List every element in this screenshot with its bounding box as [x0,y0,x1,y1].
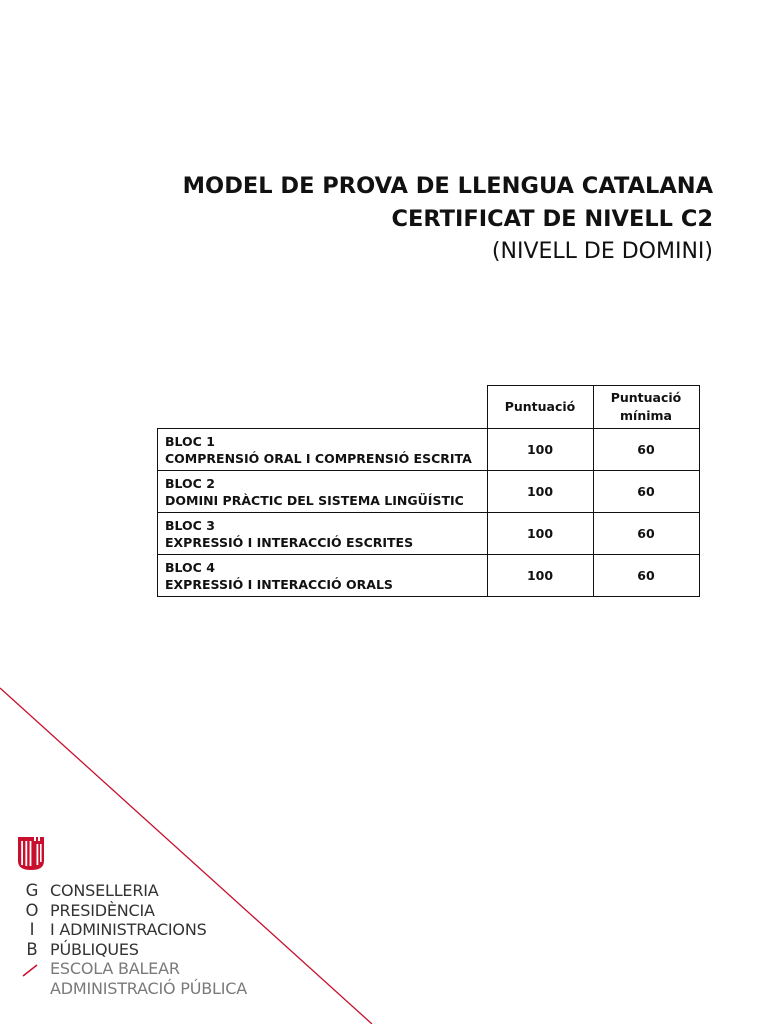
document-title: MODEL DE PROVA DE LLENGUA CATALANA [182,173,713,199]
bloc-name: DOMINI PRÀCTIC DEL SISTEMA LINGÜÍSTIC [165,492,464,508]
header-score [487,386,593,429]
header-min-label-line2: mínima [620,408,672,423]
goib-letter: I [29,920,35,939]
bloc-name: COMPRENSIÓ ORAL I COMPRENSIÓ ESCRITA [165,450,472,466]
bloc-label [158,429,488,471]
school-line: ESCOLA BALEAR [50,959,180,978]
bloc-number: BLOC 1 [165,433,215,449]
score-cell: 100 [487,555,593,597]
bloc-name: EXPRESSIÓ I INTERACCIÓ ORALS [165,576,393,592]
org-line: PRESIDÈNCIA [50,900,155,920]
bloc-label [158,471,488,513]
bloc-label [158,513,488,555]
score-cell: 100 [487,513,593,555]
organization-name [50,881,247,998]
goib-letter: B [26,939,38,959]
table-row [158,471,700,513]
org-line: I ADMINISTRACIONS [50,920,207,939]
bloc-number: BLOC 3 [165,517,215,533]
bloc-name: EXPRESSIÓ I INTERACCIÓ ESCRITES [165,534,414,550]
school-line: ADMINISTRACIÓ PÚBLICA [50,978,247,998]
coat-of-arms-icon [18,835,44,871]
table-header-row [158,386,700,429]
slash-mark-icon [22,963,38,977]
title-block [93,170,713,268]
header-score-label: Puntuació [504,399,576,414]
bloc-number: BLOC 4 [165,559,215,575]
table-row [158,429,700,471]
min-score-cell: 60 [593,555,699,597]
min-score-cell: 60 [593,429,699,471]
min-score-cell: 60 [593,513,699,555]
score-table [157,385,700,597]
table-row [158,555,700,597]
org-line: PÚBLIQUES [50,939,139,959]
score-cell: 100 [487,429,593,471]
certificate-title: CERTIFICAT DE NIVELL C2 [391,206,713,232]
org-line: CONSELLERIA [50,881,159,900]
table-row [158,513,700,555]
min-score-cell: 60 [593,471,699,513]
goib-letters [20,881,44,959]
level-subtitle: (NIVELL DE DOMINI) [491,239,713,264]
score-cell: 100 [487,471,593,513]
header-min-label-line1: Puntuació [610,390,682,405]
goib-letter: O [25,900,39,920]
goib-letter: G [25,881,39,900]
header-min-score [593,386,699,429]
bloc-label [158,555,488,597]
bloc-number: BLOC 2 [165,475,215,491]
table-header-empty [158,386,488,429]
